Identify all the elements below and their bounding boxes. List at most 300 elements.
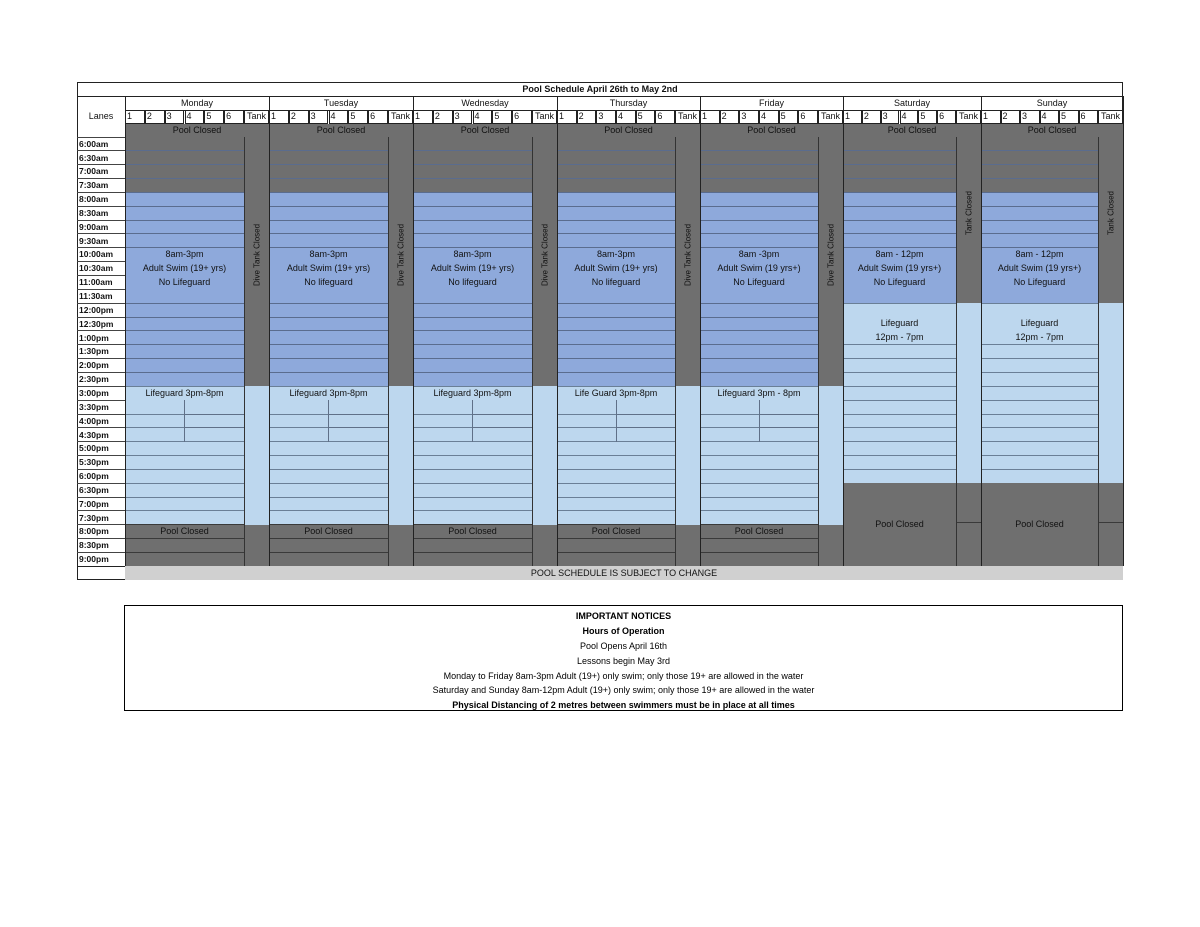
- no-lifeguard-label: No Lifeguard: [158, 276, 211, 287]
- pool-closed-label: Pool Closed: [1027, 124, 1077, 135]
- row-line: [843, 206, 956, 207]
- tank-closed-evening-block: [244, 525, 269, 567]
- row-line: [981, 164, 1098, 165]
- tank-closed-evening-block: [956, 483, 981, 566]
- lifeguard-hours-label: 12pm - 7pm: [1015, 332, 1064, 343]
- row-line: [125, 510, 244, 511]
- row-line: [413, 150, 532, 151]
- evening-pool-closed-label: Pool Closed: [448, 526, 497, 537]
- tank-closed-label: Tank Closed: [964, 191, 973, 236]
- row-line: [700, 497, 818, 498]
- row-line: [843, 150, 956, 151]
- row-line: [557, 497, 675, 498]
- tank-closed-evening-block: [818, 525, 843, 567]
- time-label: 9:00pm: [79, 554, 109, 565]
- tank-closed-evening-block: [675, 525, 700, 567]
- tank-row-line: [1098, 522, 1123, 523]
- pool-closed-label: Pool Closed: [316, 124, 366, 135]
- row-line: [125, 330, 244, 331]
- row-line: [981, 441, 1098, 442]
- lane-number-label: 1: [271, 111, 277, 122]
- row-line: [700, 344, 818, 345]
- row-line: [413, 344, 532, 345]
- notice-line: Lessons begin May 3rd: [576, 655, 671, 666]
- lesson-split-line: [759, 414, 818, 415]
- lane-number-label: 2: [721, 111, 727, 122]
- swim-hours-label: 8am-3pm: [596, 249, 635, 260]
- row-line: [557, 469, 675, 470]
- day-block-border: [557, 96, 558, 566]
- row-line: [269, 192, 388, 193]
- row-line: [125, 303, 244, 304]
- row-line: [557, 164, 675, 165]
- lane-number-label: 2: [434, 111, 440, 122]
- dive-tank-closed-label: Dive Tank Closed: [826, 223, 835, 286]
- dive-tank-closed-label: Dive Tank Closed: [683, 223, 692, 286]
- row-line: [269, 372, 388, 373]
- row-line: [125, 358, 244, 359]
- pool-schedule-table: [77, 82, 1123, 580]
- row-line: [557, 510, 675, 511]
- time-label: 12:00pm: [79, 304, 114, 315]
- no-lifeguard-label: No lifeguard: [448, 276, 497, 287]
- time-label: 3:00pm: [79, 387, 109, 398]
- row-line: [557, 178, 675, 179]
- swim-hours-label: 8am-3pm: [453, 249, 492, 260]
- row-line: [981, 386, 1098, 387]
- row-line: [269, 358, 388, 359]
- lane-number-label: 2: [1002, 111, 1008, 122]
- no-lifeguard-label: No Lifeguard: [733, 276, 785, 287]
- row-line: [843, 372, 956, 373]
- lesson-split-line: [473, 427, 533, 428]
- row-line: [700, 317, 818, 318]
- no-lifeguard-label: No lifeguard: [304, 276, 353, 287]
- row-line: [700, 455, 818, 456]
- row-line: [843, 455, 956, 456]
- row-line: [413, 483, 532, 484]
- swim-hours-label: 8am -3pm: [738, 249, 780, 260]
- lifeguard-hours-label: Lifeguard 3pm-8pm: [145, 387, 224, 398]
- lane-number-label: 3: [882, 111, 888, 122]
- tank-lifeguard-block: [818, 386, 843, 525]
- time-label: 9:30am: [79, 235, 109, 246]
- lane-number-label: 1: [845, 111, 851, 122]
- lane-number-label: 6: [657, 111, 663, 122]
- row-line: [269, 330, 388, 331]
- lane-number-label: 6: [226, 111, 232, 122]
- row-line: [125, 344, 244, 345]
- day-block-border: [269, 96, 270, 566]
- lane-number-label: 4: [1041, 111, 1047, 122]
- tank-closed-evening-block: [532, 525, 557, 567]
- row-line: [413, 164, 532, 165]
- lane-number-label: 5: [780, 111, 786, 122]
- time-row-line: [77, 137, 125, 138]
- adult-swim-label: Adult Swim (19 yrs+): [717, 263, 801, 274]
- row-line: [700, 220, 818, 221]
- day-header-friday: Friday: [758, 97, 784, 108]
- lane-number-label: 6: [939, 111, 945, 122]
- time-label: 1:00pm: [79, 332, 109, 343]
- row-line: [269, 206, 388, 207]
- tank-column-border: [675, 137, 676, 566]
- time-label: 1:30pm: [79, 346, 109, 357]
- time-label: 5:00pm: [79, 443, 109, 454]
- row-line: [700, 552, 818, 553]
- day-block-border: [1123, 96, 1124, 566]
- time-label: 9:00am: [79, 221, 109, 232]
- day-block-border: [843, 96, 844, 566]
- evening-pool-closed-label: Pool Closed: [1015, 519, 1064, 530]
- lane-number-label: Tank: [820, 111, 840, 122]
- lesson-split-line: [616, 427, 675, 428]
- lane-number-label: 1: [415, 111, 421, 122]
- pool-closed-label: Pool Closed: [887, 124, 937, 135]
- pool-closed-label: Pool Closed: [172, 124, 222, 135]
- row-line: [843, 441, 956, 442]
- row-line: [981, 178, 1098, 179]
- lane-number-label: Tank: [958, 111, 978, 122]
- row-line: [700, 372, 818, 373]
- lesson-split-line: [185, 427, 245, 428]
- row-line: [700, 233, 818, 234]
- time-label: 8:00am: [79, 194, 109, 205]
- row-line: [843, 303, 956, 304]
- notices-footer: Physical Distancing of 2 metres between swimmers must be in place at all times: [452, 700, 795, 711]
- lesson-split-line: [616, 400, 617, 442]
- row-line: [981, 358, 1098, 359]
- time-label: 6:00am: [79, 138, 109, 149]
- lane-number-label: 4: [186, 111, 192, 122]
- row-line: [125, 206, 244, 207]
- lane-number-label: 2: [863, 111, 869, 122]
- row-line: [269, 233, 388, 234]
- row-line: [557, 358, 675, 359]
- row-line: [125, 552, 244, 553]
- lifeguard-hours-label: Lifeguard 3pm-8pm: [289, 387, 368, 398]
- pool-closed-label: Pool Closed: [604, 124, 653, 135]
- day-header-thursday: Thursday: [609, 97, 648, 108]
- lane-number-label: 6: [1080, 111, 1086, 122]
- adult-swim-label: Adult Swim (19+ yrs): [574, 263, 658, 274]
- time-label: 12:30pm: [79, 318, 114, 329]
- evening-pool-closed-label: Pool Closed: [875, 519, 924, 530]
- dive-tank-closed-label: Dive Tank Closed: [396, 223, 405, 286]
- row-line: [557, 330, 675, 331]
- row-line: [413, 455, 532, 456]
- lesson-split-line: [328, 400, 329, 442]
- day-header-wednesday: Wednesday: [461, 97, 509, 108]
- row-line: [843, 164, 956, 165]
- lanes-header: Lanes: [88, 111, 114, 122]
- lifeguard-hours-label: Lifeguard 3pm-8pm: [433, 387, 512, 398]
- row-line: [981, 427, 1098, 428]
- row-line: [413, 469, 532, 470]
- time-label: 10:30am: [79, 263, 114, 274]
- lesson-split-line: [329, 414, 389, 415]
- swim-hours-label: 8am - 12pm: [875, 249, 924, 260]
- notices-subheading: Hours of Operation: [582, 626, 665, 637]
- time-label: 7:00pm: [79, 498, 109, 509]
- schedule-title: Pool Schedule April 26th to May 2nd: [522, 83, 678, 94]
- lifeguard-hours-label: Life Guard 3pm-8pm: [574, 387, 658, 398]
- row-line: [700, 510, 818, 511]
- lane-number-label: 1: [983, 111, 989, 122]
- row-line: [269, 220, 388, 221]
- evening-pool-closed-label: Pool Closed: [734, 526, 784, 537]
- row-line: [557, 220, 675, 221]
- lane-number-label: 4: [761, 111, 767, 122]
- tank-lifeguard-block: [1098, 303, 1123, 483]
- row-line: [269, 552, 388, 553]
- row-line: [413, 192, 532, 193]
- lane-number-label: 3: [741, 111, 747, 122]
- time-label: 8:30pm: [79, 540, 109, 551]
- evening-pool-closed-label: Pool Closed: [591, 526, 641, 537]
- lane-number-label: 3: [454, 111, 460, 122]
- time-label: 7:30pm: [79, 512, 109, 523]
- row-line: [269, 317, 388, 318]
- lane-number-label: 4: [330, 111, 336, 122]
- time-label: 10:00am: [79, 249, 114, 260]
- row-line: [413, 552, 532, 553]
- dive-tank-closed-label: Dive Tank Closed: [540, 223, 549, 286]
- row-line: [125, 469, 244, 470]
- row-line: [700, 483, 818, 484]
- row-line: [125, 164, 244, 165]
- swim-hours-label: 8am - 12pm: [1015, 249, 1064, 260]
- lane-number-label: 5: [494, 111, 500, 122]
- lane-number-label: Tank: [677, 111, 697, 122]
- lesson-split-line: [759, 427, 818, 428]
- tank-lifeguard-block: [532, 386, 557, 525]
- lane-number-label: 1: [127, 111, 133, 122]
- day-header-saturday: Saturday: [893, 97, 931, 108]
- tank-column-border: [818, 137, 819, 566]
- lane-number-label: 1: [702, 111, 708, 122]
- row-line: [413, 233, 532, 234]
- lane-number-label: 6: [800, 111, 806, 122]
- row-line: [981, 455, 1098, 456]
- lifeguard-label: Lifeguard: [880, 318, 919, 329]
- row-line: [557, 344, 675, 345]
- no-lifeguard-label: No Lifeguard: [873, 276, 926, 287]
- row-line: [269, 483, 388, 484]
- row-line: [413, 372, 532, 373]
- day-block-border: [125, 96, 126, 566]
- row-line: [700, 330, 818, 331]
- lane-number-label: Tank: [390, 111, 410, 122]
- row-line: [843, 400, 956, 401]
- time-label: 2:00pm: [79, 360, 109, 371]
- row-line: [981, 303, 1098, 304]
- row-line: [843, 469, 956, 470]
- row-line: [125, 483, 244, 484]
- row-line: [981, 414, 1098, 415]
- lane-number-label: Tank: [1100, 111, 1120, 122]
- row-line: [981, 372, 1098, 373]
- row-line: [557, 455, 675, 456]
- tank-column-border: [532, 137, 533, 566]
- lane-number-label: 3: [310, 111, 316, 122]
- time-label: 6:30pm: [79, 484, 109, 495]
- row-line: [981, 220, 1098, 221]
- lesson-split-line: [329, 427, 389, 428]
- row-line: [843, 414, 956, 415]
- adult-swim-label: Adult Swim (19+ yrs): [286, 263, 371, 274]
- swim-hours-label: 8am-3pm: [309, 249, 348, 260]
- lane-number-label: 2: [146, 111, 152, 122]
- lane-number-label: 5: [350, 111, 356, 122]
- row-line: [413, 220, 532, 221]
- row-line: [125, 220, 244, 221]
- row-line: [125, 455, 244, 456]
- row-line: [981, 400, 1098, 401]
- time-label: 4:30pm: [79, 429, 109, 440]
- lane-number-label: 6: [514, 111, 520, 122]
- swim-hours-label: 8am-3pm: [165, 249, 204, 260]
- lane-number-label: 6: [370, 111, 376, 122]
- row-line: [700, 358, 818, 359]
- important-notices: [124, 605, 1123, 711]
- row-line: [413, 317, 532, 318]
- lane-number-label: 5: [1061, 111, 1067, 122]
- tank-lifeguard-block: [956, 303, 981, 483]
- time-label: 5:30pm: [79, 457, 109, 468]
- pool-closed-label: Pool Closed: [460, 124, 510, 135]
- row-line: [557, 483, 675, 484]
- tank-lifeguard-block: [244, 386, 269, 525]
- time-label: 8:00pm: [79, 526, 109, 537]
- lesson-split-line: [472, 400, 473, 442]
- lane-number-label: 5: [920, 111, 926, 122]
- lane-number-label: 1: [559, 111, 565, 122]
- row-line: [700, 469, 818, 470]
- time-label: 7:00am: [79, 166, 109, 177]
- tank-lifeguard-block: [675, 386, 700, 525]
- pool-closed-label: Pool Closed: [747, 124, 796, 135]
- row-line: [125, 192, 244, 193]
- adult-swim-label: Adult Swim (19+ yrs): [430, 263, 515, 274]
- adult-swim-label: Adult Swim (19+ yrs): [142, 263, 227, 274]
- time-label: 11:00am: [79, 277, 113, 288]
- day-block-border: [413, 96, 414, 566]
- row-line: [269, 455, 388, 456]
- time-label: 4:00pm: [79, 415, 109, 426]
- row-line: [125, 317, 244, 318]
- evening-pool-closed-label: Pool Closed: [304, 526, 353, 537]
- row-line: [413, 330, 532, 331]
- no-lifeguard-label: No Lifeguard: [1013, 276, 1066, 287]
- time-label: 7:30am: [79, 180, 109, 191]
- row-line: [269, 469, 388, 470]
- row-line: [843, 386, 956, 387]
- lesson-split-line: [616, 414, 675, 415]
- notice-line: Pool Opens April 16th: [579, 640, 668, 651]
- row-line: [269, 150, 388, 151]
- lane-number-label: 4: [474, 111, 480, 122]
- row-line: [981, 150, 1098, 151]
- row-line: [125, 178, 244, 179]
- row-line: [843, 233, 956, 234]
- lane-number-label: 5: [206, 111, 212, 122]
- lane-number-label: 2: [290, 111, 296, 122]
- lane-number-label: Tank: [246, 111, 266, 122]
- time-label: 2:30pm: [79, 374, 109, 385]
- lane-number-label: 3: [1022, 111, 1028, 122]
- row-line: [557, 206, 675, 207]
- tank-column-border: [1098, 137, 1099, 566]
- tank-column-border: [244, 137, 245, 566]
- row-line: [700, 164, 818, 165]
- tank-column-border: [956, 137, 957, 566]
- row-line: [557, 303, 675, 304]
- lane-number-label: Tank: [534, 111, 554, 122]
- notices-heading: IMPORTANT NOTICES: [575, 611, 672, 622]
- row-line: [125, 497, 244, 498]
- schedule-footer-note: POOL SCHEDULE IS SUBJECT TO CHANGE: [530, 567, 718, 578]
- lesson-split-line: [184, 400, 185, 442]
- day-header-monday: Monday: [180, 97, 214, 108]
- tank-lifeguard-block: [388, 386, 413, 525]
- row-line: [700, 178, 818, 179]
- lesson-split-line: [185, 414, 245, 415]
- row-line: [269, 344, 388, 345]
- row-line: [981, 469, 1098, 470]
- notice-line: Monday to Friday 8am-3pm Adult (19+) only swim; only those 19+ are allowed in the water: [443, 670, 804, 681]
- lane-number-label: 4: [901, 111, 907, 122]
- row-line: [843, 178, 956, 179]
- row-line: [413, 497, 532, 498]
- day-block-border: [981, 96, 982, 566]
- tank-closed-label: Tank Closed: [1106, 191, 1115, 236]
- row-line: [269, 178, 388, 179]
- day-block-border: [700, 96, 701, 566]
- row-line: [700, 192, 818, 193]
- row-line: [125, 372, 244, 373]
- adult-swim-label: Adult Swim (19 yrs+): [857, 263, 942, 274]
- time-label: 6:30am: [79, 152, 109, 163]
- row-line: [981, 192, 1098, 193]
- row-line: [413, 178, 532, 179]
- lesson-split-line: [759, 400, 760, 442]
- adult-swim-label: Adult Swim (19 yrs+): [997, 263, 1082, 274]
- row-line: [843, 427, 956, 428]
- row-line: [269, 510, 388, 511]
- lane-number-label: 2: [578, 111, 584, 122]
- row-line: [413, 510, 532, 511]
- tank-column-border: [388, 137, 389, 566]
- tank-row-line: [956, 522, 981, 523]
- tank-closed-evening-block: [1098, 483, 1123, 566]
- row-line: [557, 552, 675, 553]
- row-line: [981, 233, 1098, 234]
- tank-closed-evening-block: [388, 525, 413, 567]
- dive-tank-closed-label: Dive Tank Closed: [252, 223, 261, 286]
- row-line: [843, 220, 956, 221]
- day-header-sunday: Sunday: [1036, 97, 1068, 108]
- lesson-split-line: [473, 414, 533, 415]
- no-lifeguard-label: No lifeguard: [591, 276, 641, 287]
- time-label: 11:30am: [79, 291, 113, 302]
- row-line: [413, 358, 532, 359]
- row-line: [413, 303, 532, 304]
- row-line: [125, 150, 244, 151]
- row-line: [557, 233, 675, 234]
- lifeguard-hours-label: 12pm - 7pm: [875, 332, 924, 343]
- row-line: [557, 150, 675, 151]
